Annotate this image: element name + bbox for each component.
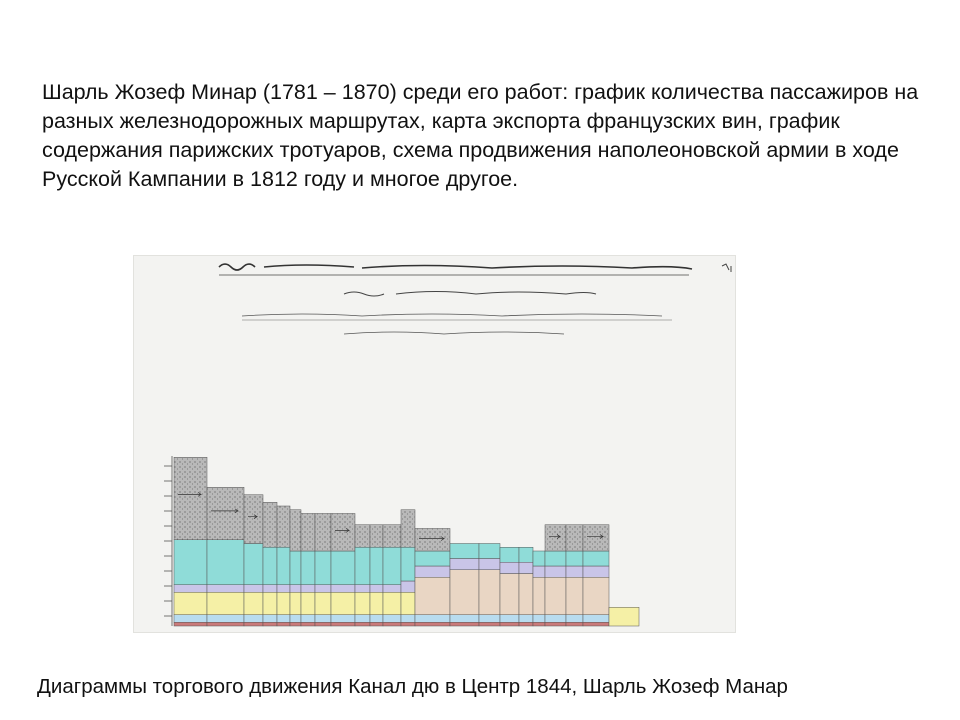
chart-bar-segment-lavender [383,585,401,593]
chart-bar-segment-yellow [609,607,639,626]
chart-bar [566,525,583,626]
chart-bar-segment-lavender [500,562,519,573]
chart-bar-segment-coal [370,525,383,548]
chart-bar-segment-lavender [174,585,207,593]
chart-bar-segment-lightblue [545,615,566,623]
chart-bar-segment-red [244,622,263,626]
chart-bar-segment-red [277,622,290,626]
chart-bar [290,510,301,626]
chart-bar-segment-yellow [401,592,415,615]
chart-bar [479,544,500,627]
chart-bar-segment-coal [277,506,290,547]
chart-bar-segment-coal [315,514,331,552]
chart-bar-segment-lavender [355,585,370,593]
chart-bar-segment-lavender [290,585,301,593]
chart-bar-segment-peach [450,570,479,615]
chart-bar-segment-lightblue [263,615,277,623]
chart-bar-segment-cyan [519,547,533,562]
chart-bar [450,544,479,627]
chart-bar-segment-red [383,622,401,626]
chart-note-script-1 [242,314,662,316]
chart-handwritten-lettering [219,264,731,334]
chart-bar [545,525,566,626]
chart-bar [401,510,415,626]
chart-bar-segment-lightblue [301,615,315,623]
chart-bar-segment-red [519,622,533,626]
chart-bar-segment-coal [383,525,401,548]
chart-bar-segment-lightblue [415,615,450,623]
chart-bar-segment-yellow [174,592,207,615]
chart-bar-segment-cyan [566,551,583,566]
chart-bar [415,529,450,627]
chart-bar-segment-cyan [174,540,207,585]
chart-bar-segment-cyan [383,547,401,585]
chart-bar-segment-red [355,622,370,626]
chart-bar-segment-coal [583,525,609,551]
chart-bar-segment-lavender [566,566,583,577]
chart-bar-segment-lavender [370,585,383,593]
chart-bar-segment-lavender [519,562,533,573]
chart-bar [533,551,545,626]
chart-bar-segment-lightblue [500,615,519,623]
chart-bar [263,502,277,626]
chart-bar-segment-yellow [290,592,301,615]
chart-bar-segment-lightblue [207,615,244,623]
chart-bar-segment-lavender [244,585,263,593]
chart-bar-segment-coal [263,502,277,547]
chart-bar-segment-cyan [301,551,315,585]
chart-bar-segment-yellow [370,592,383,615]
chart-bar-segment-lightblue [566,615,583,623]
chart-bar-segment-cyan [583,551,609,566]
chart-bar [519,547,533,626]
chart-bar-segment-yellow [277,592,290,615]
chart-bar-segment-lavender [545,566,566,577]
chart-bar-segment-yellow [207,592,244,615]
chart-bar-segment-coal [301,514,315,552]
chart-bar-segment-yellow [331,592,355,615]
chart-bar-segment-coal [415,529,450,552]
chart-bar-segment-lightblue [519,615,533,623]
chart-bar-segment-coal [401,510,415,548]
chart-bar-segment-lavender [479,559,500,570]
chart-bar [315,514,331,627]
chart-bar-segment-red [533,622,545,626]
chart-bar-segment-red [401,622,415,626]
chart-bar-segment-red [479,622,500,626]
chart-bar-segment-yellow [383,592,401,615]
chart-bar-segment-red [331,622,355,626]
chart-bar-segment-coal [290,510,301,551]
chart-bar-segment-cyan [207,540,244,585]
chart-bars [174,457,639,626]
chart-bar-segment-peach [583,577,609,615]
chart-bar [370,525,383,626]
chart-bar-segment-lavender [301,585,315,593]
chart-subtitle-script [344,292,596,297]
chart-bar [383,525,401,626]
chart-bar-segment-coal [566,525,583,551]
chart-title-script [219,264,692,270]
chart-note-script-2 [344,332,564,334]
minard-chart-figure [133,255,736,633]
chart-bar-segment-peach [519,574,533,615]
chart-bar-segment-red [301,622,315,626]
chart-bar-segment-cyan [315,551,331,585]
chart-bar-segment-lightblue [331,615,355,623]
chart-bar [277,506,290,626]
chart-bar-segment-peach [545,577,566,615]
chart-bar-segment-lavender [263,585,277,593]
chart-bar-segment-lightblue [583,615,609,623]
chart-bar-segment-yellow [244,592,263,615]
chart-bar-segment-cyan [415,551,450,566]
chart-bar-segment-red [207,622,244,626]
chart-bar [331,514,355,627]
chart-bar-segment-peach [533,577,545,615]
chart-bar-segment-lavender [583,566,609,577]
chart-bar-segment-lightblue [370,615,383,623]
chart-bar-segment-lavender [533,566,545,577]
chart-bar-segment-yellow [315,592,331,615]
chart-bar-segment-cyan [277,547,290,585]
chart-bar-segment-red [290,622,301,626]
chart-bar-segment-peach [566,577,583,615]
slide-intro-text: Шарль Жозеф Минар (1781 – 1870) среди его работ: график количества пассажиров на разных железнодорожных маршрутах, карта экспорта французских вин, график содержания парижских тротуаров, схема продвижения наполеоновской армии в ходе Русской Кампании в 1812 году и многое другое. [42,80,919,191]
chart-bar-segment-lavender [401,581,415,592]
chart-bar-segment-lightblue [450,615,479,623]
chart-bar-segment-cyan [533,551,545,566]
chart-bar-segment-lightblue [401,615,415,623]
chart-bar-segment-lightblue [244,615,263,623]
chart-left-scale [164,456,172,626]
chart-bar-segment-red [583,622,609,626]
chart-bar-segment-coal [355,525,370,548]
chart-bar-segment-coal [244,495,263,544]
chart-bar [207,487,244,626]
chart-plate-mark [722,264,731,272]
chart-bar-segment-lightblue [174,615,207,623]
chart-bar-segment-peach [500,574,519,615]
chart-bar-segment-cyan [244,544,263,585]
minard-chart-svg [134,256,735,632]
chart-bar-segment-red [415,622,450,626]
chart-bar-segment-coal [545,525,566,551]
chart-bar-segment-coal [331,514,355,552]
chart-bar-segment-lavender [207,585,244,593]
chart-bar-segment-red [263,622,277,626]
chart-bar-segment-lavender [331,585,355,593]
chart-bar-segment-lightblue [277,615,290,623]
chart-bar-segment-cyan [290,551,301,585]
chart-bar [244,495,263,626]
chart-bar-segment-red [545,622,566,626]
chart-bar [355,525,370,626]
chart-bar-segment-cyan [401,547,415,581]
chart-bar-segment-red [566,622,583,626]
chart-bar-segment-lightblue [315,615,331,623]
chart-bar-segment-red [450,622,479,626]
slide-caption: Диаграммы торгового движения Канал дю в Центр 1844, Шарль Жозеф Манар [37,675,788,698]
chart-bar-segment-lavender [315,585,331,593]
chart-bar-segment-cyan [263,547,277,585]
chart-bar-segment-lightblue [355,615,370,623]
chart-bar-segment-cyan [479,544,500,559]
chart-bar [583,525,609,626]
chart-bar-segment-lightblue [290,615,301,623]
chart-bar-segment-cyan [331,551,355,585]
chart-bar-segment-red [370,622,383,626]
chart-bar-segment-yellow [301,592,315,615]
chart-bar-segment-lightblue [533,615,545,623]
chart-bar-segment-peach [479,570,500,615]
chart-bar-segment-cyan [370,547,383,585]
chart-bar-segment-cyan [450,544,479,559]
chart-bar-segment-lightblue [383,615,401,623]
chart-bar-segment-lavender [277,585,290,593]
chart-bar-segment-red [500,622,519,626]
chart-bar [174,457,207,626]
chart-bar-segment-coal [174,457,207,540]
chart-bar-segment-lightblue [479,615,500,623]
chart-bar [500,547,519,626]
chart-bar-segment-lavender [415,566,450,577]
chart-bar [301,514,315,627]
chart-bar-segment-lavender [450,559,479,570]
chart-bar-segment-red [174,622,207,626]
chart-bar-segment-cyan [355,547,370,585]
chart-bar-segment-yellow [355,592,370,615]
chart-bar-segment-cyan [545,551,566,566]
chart-bar [609,607,639,626]
chart-bar-segment-coal [207,487,244,540]
chart-bar-segment-yellow [263,592,277,615]
chart-bar-segment-cyan [500,547,519,562]
chart-bar-segment-peach [415,577,450,615]
chart-bar-segment-red [315,622,331,626]
